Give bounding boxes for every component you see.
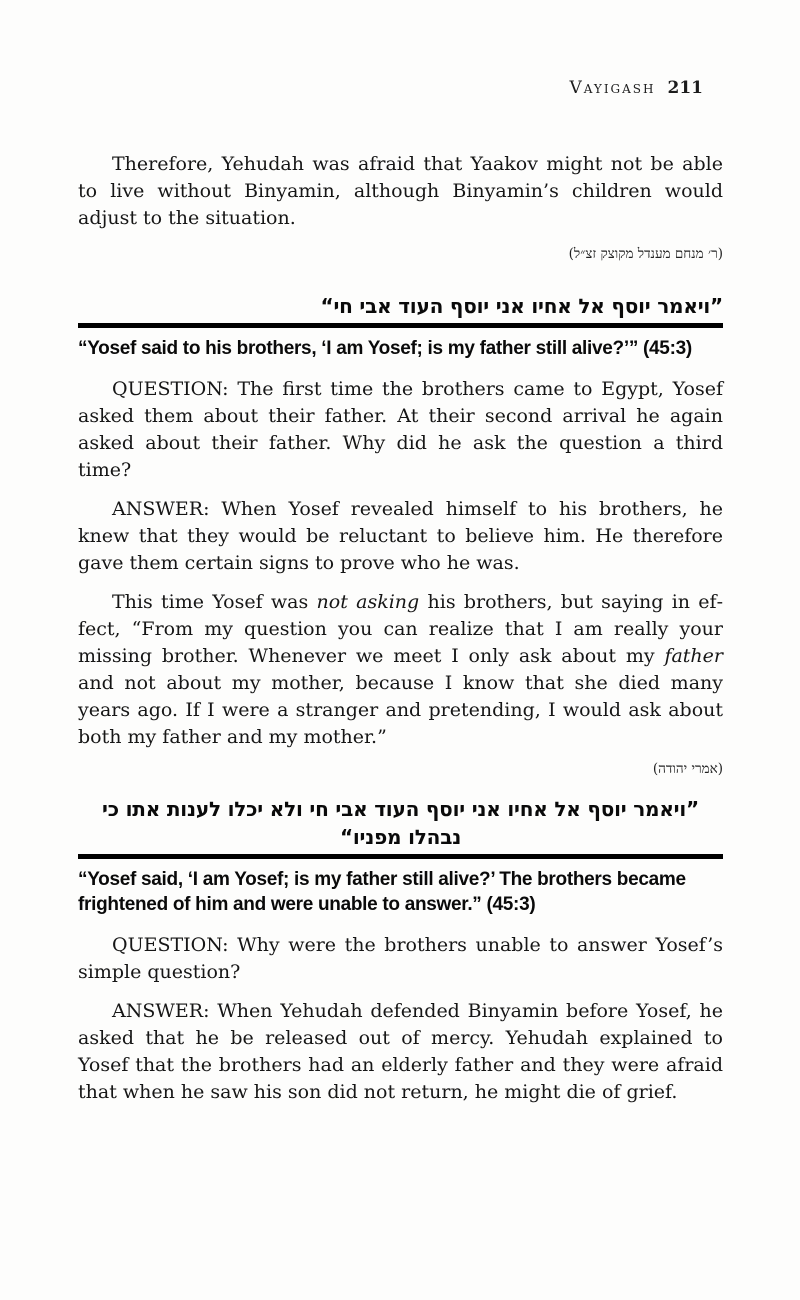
parsha-title: Vayigash bbox=[569, 78, 656, 98]
book-page bbox=[78, 0, 723, 1106]
question-paragraph-2: QUESTION: Why were the brothers unable to answer Yosef’s simple question? bbox=[78, 934, 723, 983]
source-attribution-imrei-yehudah: (אמרי יהודה) bbox=[652, 761, 723, 777]
divider-rule-1 bbox=[78, 323, 723, 328]
hebrew-verse-heading-1: ”ויאמר יוסף אל אחיו אני יוסף העוד אבי חי“ bbox=[320, 294, 723, 318]
divider-rule-2 bbox=[78, 854, 723, 859]
answer-paragraph-2: ANSWER: When Yehudah defended Binyamin before Yosef, he asked that he be released out of mercy. Yehudah explained to Yosef that the brothers had an elderly father and they were afraid that when he saw his son did not return, he might die of grief. bbox=[78, 1000, 723, 1103]
source-attribution-kotzk: (ר׳ מנחם מענדל מקוצק זצ״ל) bbox=[568, 246, 723, 262]
discussion-paragraph-1: This time Yosef was not asking his brothers, but saying in effect, “From my question you can realize that I am really your missing brother. Whenever we meet I only ask about my father and not about my mother, because I know that she died many years ago. If I were a stranger and pretending, I would ask about both my father and my mother.” bbox=[78, 591, 723, 748]
verse-translation-1: “Yosef said to his brothers, ‘I am Yosef; is my father still alive?’” (45:3) bbox=[78, 338, 692, 359]
question-paragraph-1: QUESTION: The first time the brothers came to Egypt, Yosef asked them about their father. At their second arrival he again asked about their father. Why did he ask the question a third time? bbox=[78, 378, 723, 481]
intro-paragraph: Therefore, Yehudah was afraid that Yaakov might not be able to live without Binyamin, although Binyamin’s children would adjust to the situation. bbox=[78, 153, 723, 229]
running-header bbox=[78, 78, 723, 101]
hebrew-verse-heading-2: ”ויאמר יוסף אל אחיו אני יוסף העוד אבי חי ולא יכלו לענות אתו כי נבהלו מפניו“ bbox=[102, 797, 699, 849]
page-number: 211 bbox=[667, 78, 703, 98]
verse-translation-2: “Yosef said, ‘I am Yosef; is my father still alive?’ The brothers became frightened of him and were unable to answer.” (45:3) bbox=[78, 869, 686, 915]
answer-paragraph-1: ANSWER: When Yosef revealed himself to his brothers, he knew that they would be reluctant to believe him. He therefore gave them certain signs to prove who he was. bbox=[78, 498, 723, 574]
